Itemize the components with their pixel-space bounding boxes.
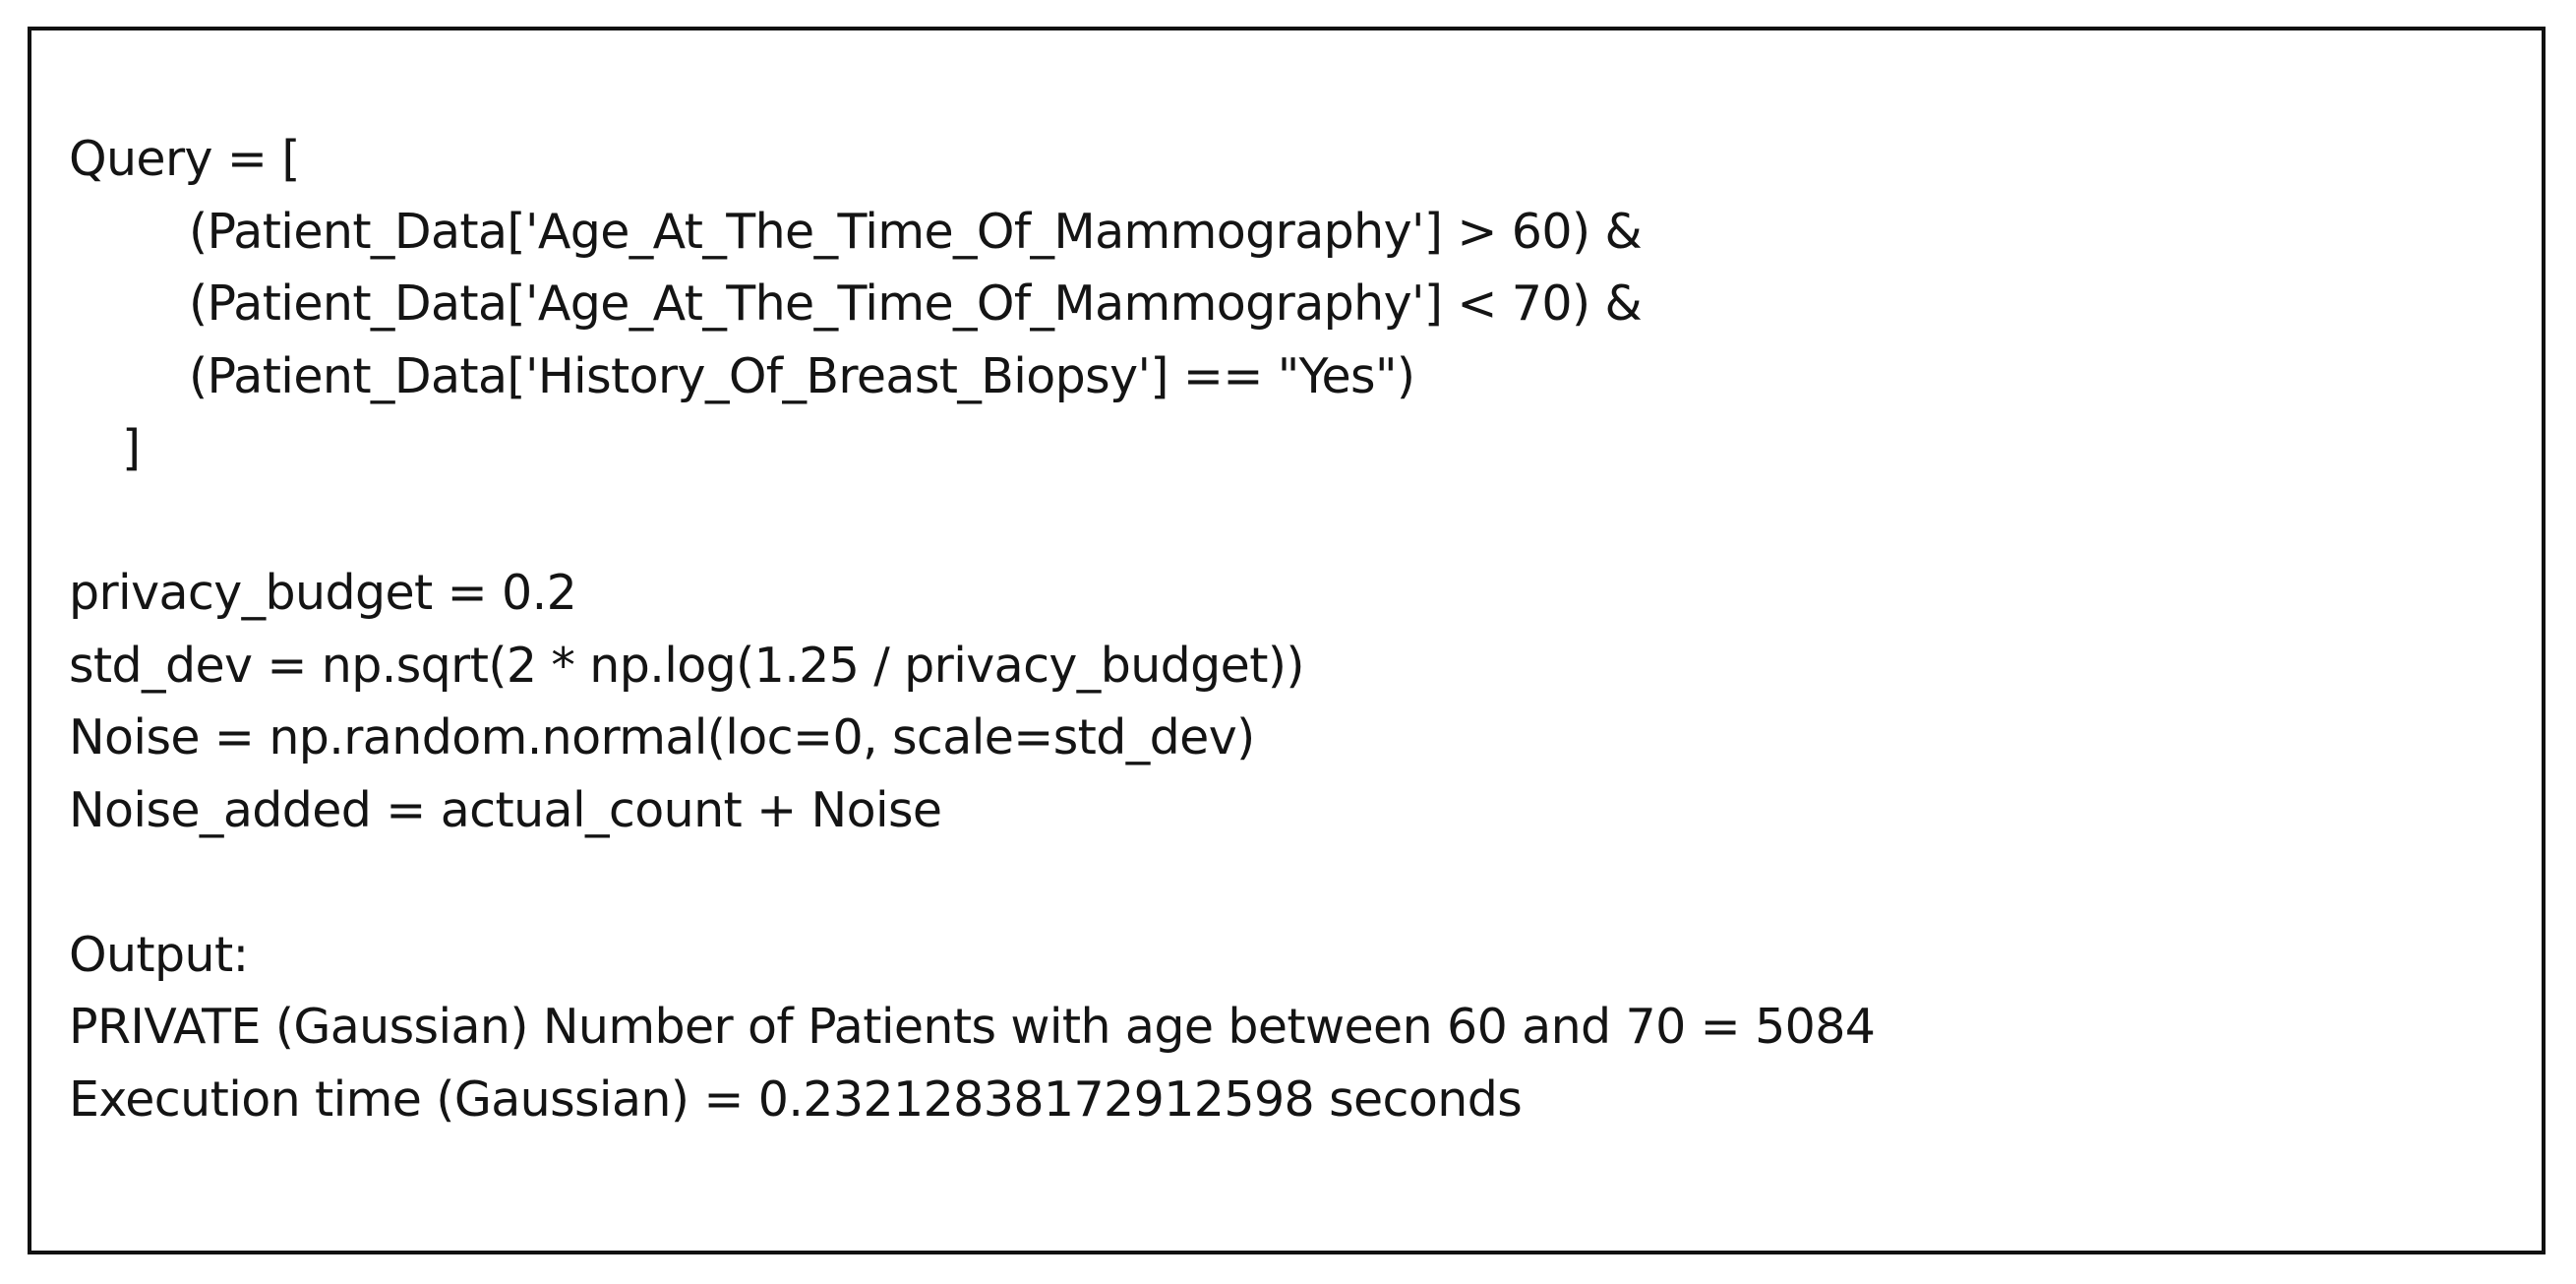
blank-line bbox=[69, 846, 1875, 919]
query-condition-line: (Patient_Data['Age_At_The_Time_Of_Mammography'] < 70) & bbox=[189, 275, 1643, 332]
code-line: Noise = np.random.normal(loc=0, scale=std_dev) bbox=[69, 709, 1255, 765]
document-frame bbox=[28, 27, 2546, 1254]
output-line: PRIVATE (Gaussian) Number of Patients with age between 60 and 70 = 5084 bbox=[69, 999, 1876, 1055]
code-line: std_dev = np.sqrt(2 * np.log(1.25 / privacy_budget)) bbox=[69, 637, 1304, 694]
query-condition-line: (Patient_Data['Age_At_The_Time_Of_Mammography'] > 60) & bbox=[189, 203, 1643, 260]
output-line: Execution time (Gaussian) = 0.23212838172912598 seconds bbox=[69, 1070, 1523, 1128]
query-close-line: ] bbox=[122, 420, 141, 476]
query-open-line: Query = [ bbox=[69, 131, 300, 187]
code-line: privacy_budget = 0.2 bbox=[69, 565, 577, 621]
code-line: Noise_added = actual_count + Noise bbox=[69, 781, 942, 838]
query-condition-line: (Patient_Data['History_Of_Breast_Biopsy'] == "Yes") bbox=[189, 347, 1415, 404]
output-label: Output: bbox=[69, 926, 249, 983]
code-snippet bbox=[69, 123, 1875, 1135]
blank-line bbox=[69, 485, 1875, 558]
